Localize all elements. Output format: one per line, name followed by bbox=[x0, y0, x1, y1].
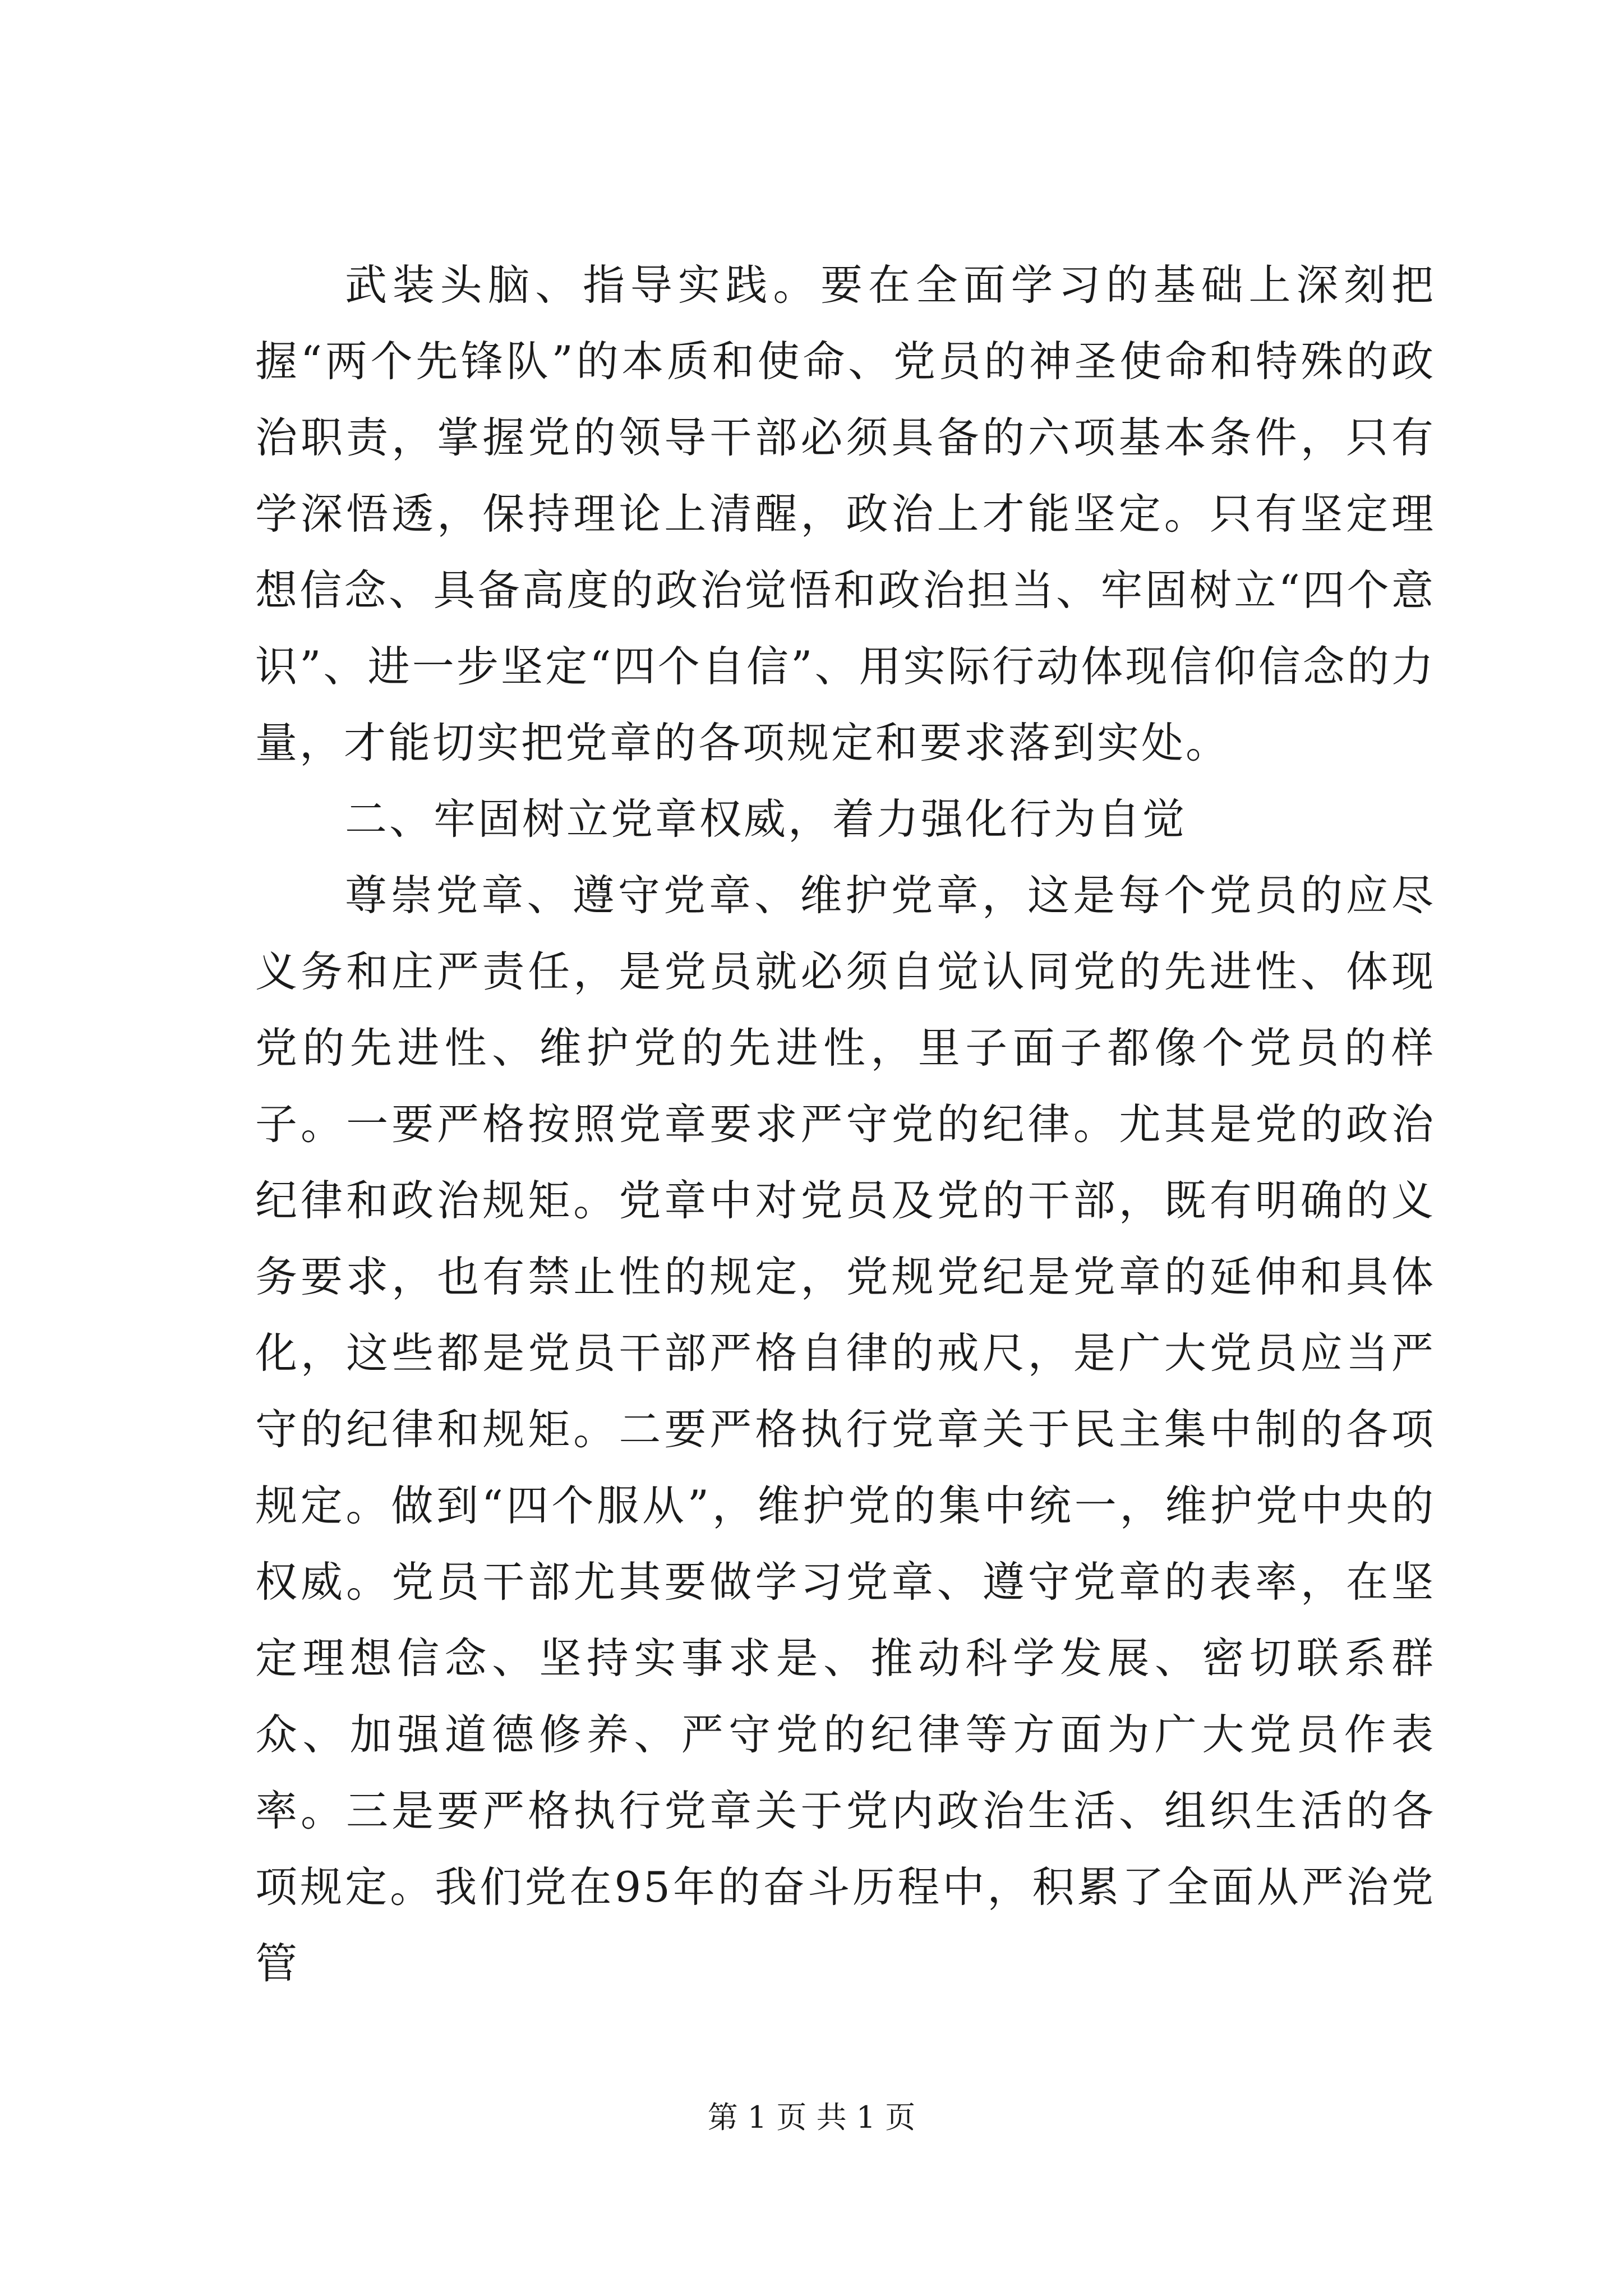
paragraph-1: 武装头脑、指导实践。要在全面学习的基础上深刻把握“两个先锋队”的本质和使命、党员的神圣使命和特殊的政治职责，掌握党的领导干部必须具备的六项基本条件，只有学深悟透，保持理论上清醒，政治上才能坚定。只有坚定理想信念、具备高度的政治觉悟和政治担当、牢固树立“四个意识”、进一步坚定“四个自信”、用实际行动体现信仰信念的力量，才能切实把党章的各项规定和要求落到实处。 bbox=[255, 260, 1436, 767]
paragraph-2: 尊崇党章、遵守党章、维护党章，这是每个党员的应尽义务和庄严责任，是党员就必须自觉认同党的先进性、体现党的先进性、维护党的先进性，里子面子都像个党员的样子。一要严格按照党章要求严守党的纪律。尤其是党的政治纪律和政治规矩。党章中对党员及党的干部，既有明确的义务要求，也有禁止性的规定，党规党纪是党章的延伸和具体化，这些都是党员干部严格自律的戒尺，是广大党员应当严守的纪律和规矩。二要严格执行党章关于民主集中制的各项规定。做到“四个服从”，维护党的集中统一，维护党中央的权威。党员干部尤其要做学习党章、遵守党章的表率，在坚定理想信念、坚持实事求是、推动科学发展、密切联系群众、加强道德修养、严守党的纪律等方面为广大党员作表率。三是要严格执行党章关于党内政治生活、组织生活的各项规定。我们党在95年的奋斗历程中，积累了全面从严治党管 bbox=[255, 871, 1436, 1988]
page-footer: 第 1 页 共 1 页 bbox=[707, 2100, 916, 2135]
document-body bbox=[255, 247, 1436, 2001]
section-heading: 二、牢固树立党章权威，着力强化行为自觉 bbox=[345, 794, 1187, 844]
